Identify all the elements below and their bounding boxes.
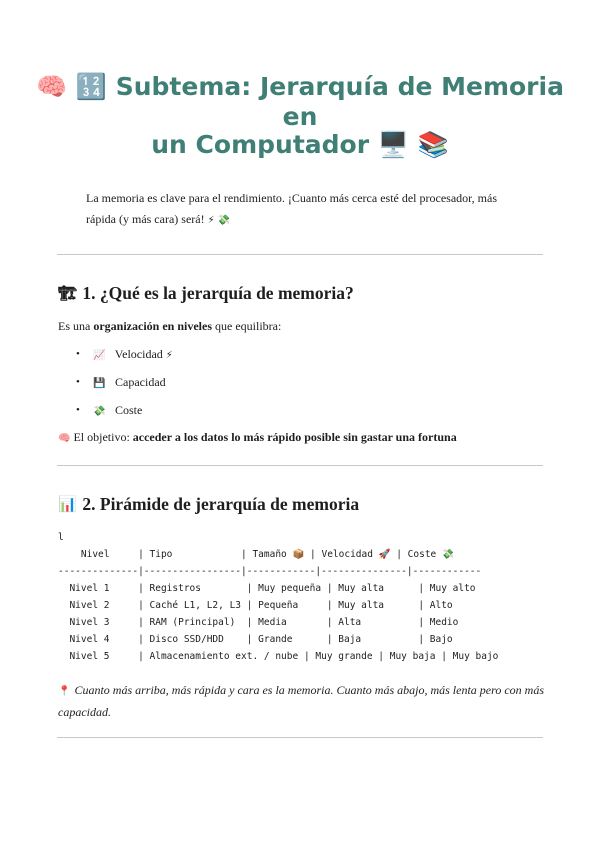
section-2-heading bbox=[58, 494, 359, 515]
page-title-text: Subtema: Jerarquía de Memoria en bbox=[115, 72, 564, 131]
bullet-dot: • bbox=[76, 348, 80, 360]
list-item-label: Coste bbox=[115, 403, 143, 417]
section-1-goal bbox=[58, 430, 457, 445]
balance-list bbox=[58, 340, 173, 424]
intro-paragraph bbox=[86, 188, 516, 231]
lightning-icon: ⚡ bbox=[165, 350, 173, 361]
list-item-velocidad bbox=[58, 340, 173, 368]
code-line-header: Nivel | Tipo | Tamaño 📦 | Velocidad 🚀 | Coste 💸 bbox=[58, 549, 454, 560]
lead-suffix: que equilibra: bbox=[212, 319, 282, 333]
intro-text: La memoria es clave para el rendimiento. ¡Cuanto más cerca esté del procesador, más rápida (y más cara) será! bbox=[86, 191, 498, 226]
section-2-heading-text: 2. Pirámide de jerarquía de memoria bbox=[82, 494, 360, 514]
brain-icon: 🧠 bbox=[58, 433, 71, 444]
money-icon: 💸 bbox=[93, 406, 106, 417]
pin-icon: 📍 bbox=[58, 686, 71, 697]
code-line-nivel-2: Nivel 2 | Caché L1, L2, L3 | Pequeña | Muy alta | Alto bbox=[58, 600, 453, 611]
code-line-nivel-4: Nivel 4 | Disco SSD/HDD | Grande | Baja | Bajo bbox=[58, 634, 453, 645]
pyramid-code-block bbox=[58, 529, 498, 665]
lead-prefix: Es una bbox=[58, 319, 94, 333]
page-title-line-2 bbox=[20, 130, 580, 160]
code-line-nivel-3: Nivel 3 | RAM (Principal) | Media | Alta | Medio bbox=[58, 617, 459, 628]
list-item-capacidad bbox=[58, 368, 173, 396]
brain-numbers-icon: 🧠 🔢 bbox=[36, 72, 107, 101]
list-item-label: Capacidad bbox=[115, 375, 166, 389]
goal-prefix: El objetivo: bbox=[73, 430, 133, 444]
code-line-separator: --------------|-----------------|------------|---------------|------------ bbox=[58, 566, 482, 577]
divider bbox=[57, 465, 543, 466]
bar-chart-icon: 📊 bbox=[58, 495, 77, 513]
computer-books-icon: 🖥️ 📚 bbox=[377, 130, 449, 159]
divider bbox=[57, 254, 543, 255]
page-title-text-2: un Computador bbox=[151, 130, 370, 159]
divider bbox=[57, 737, 543, 738]
page-title-line-1 bbox=[20, 72, 580, 131]
lead-bold: organización en niveles bbox=[93, 319, 212, 333]
goal-bold: acceder a los datos lo más rápido posible sin gastar una fortuna bbox=[132, 430, 457, 444]
list-item-label: Velocidad bbox=[114, 347, 163, 361]
lightning-money-icon: ⚡ 💸 bbox=[207, 215, 231, 226]
code-line-nivel-5: Nivel 5 | Almacenamiento ext. / nube | Muy grande | Muy baja | Muy bajo bbox=[58, 651, 499, 662]
bullet-dot: • bbox=[76, 376, 80, 388]
section-1-lead bbox=[58, 319, 281, 334]
code-line-nivel-1: Nivel 1 | Registros | Muy pequeña | Muy alta | Muy alto bbox=[58, 583, 476, 594]
note-text: Cuanto más arriba, más rápida y cara es la memoria. Cuanto más abajo, más lenta pero con más capacidad. bbox=[58, 683, 545, 719]
section-1-heading bbox=[58, 283, 354, 304]
pyramid-note bbox=[58, 680, 544, 723]
list-item-coste bbox=[58, 396, 173, 424]
code-lang-label: l bbox=[58, 532, 64, 543]
chart-up-icon: 📈 bbox=[93, 350, 106, 361]
bullet-dot: • bbox=[76, 404, 80, 416]
floppy-disk-icon: 💾 bbox=[93, 378, 106, 389]
section-1-heading-text: 1. ¿Qué es la jerarquía de memoria? bbox=[82, 283, 354, 303]
construction-icon: 🏗 bbox=[58, 284, 78, 302]
